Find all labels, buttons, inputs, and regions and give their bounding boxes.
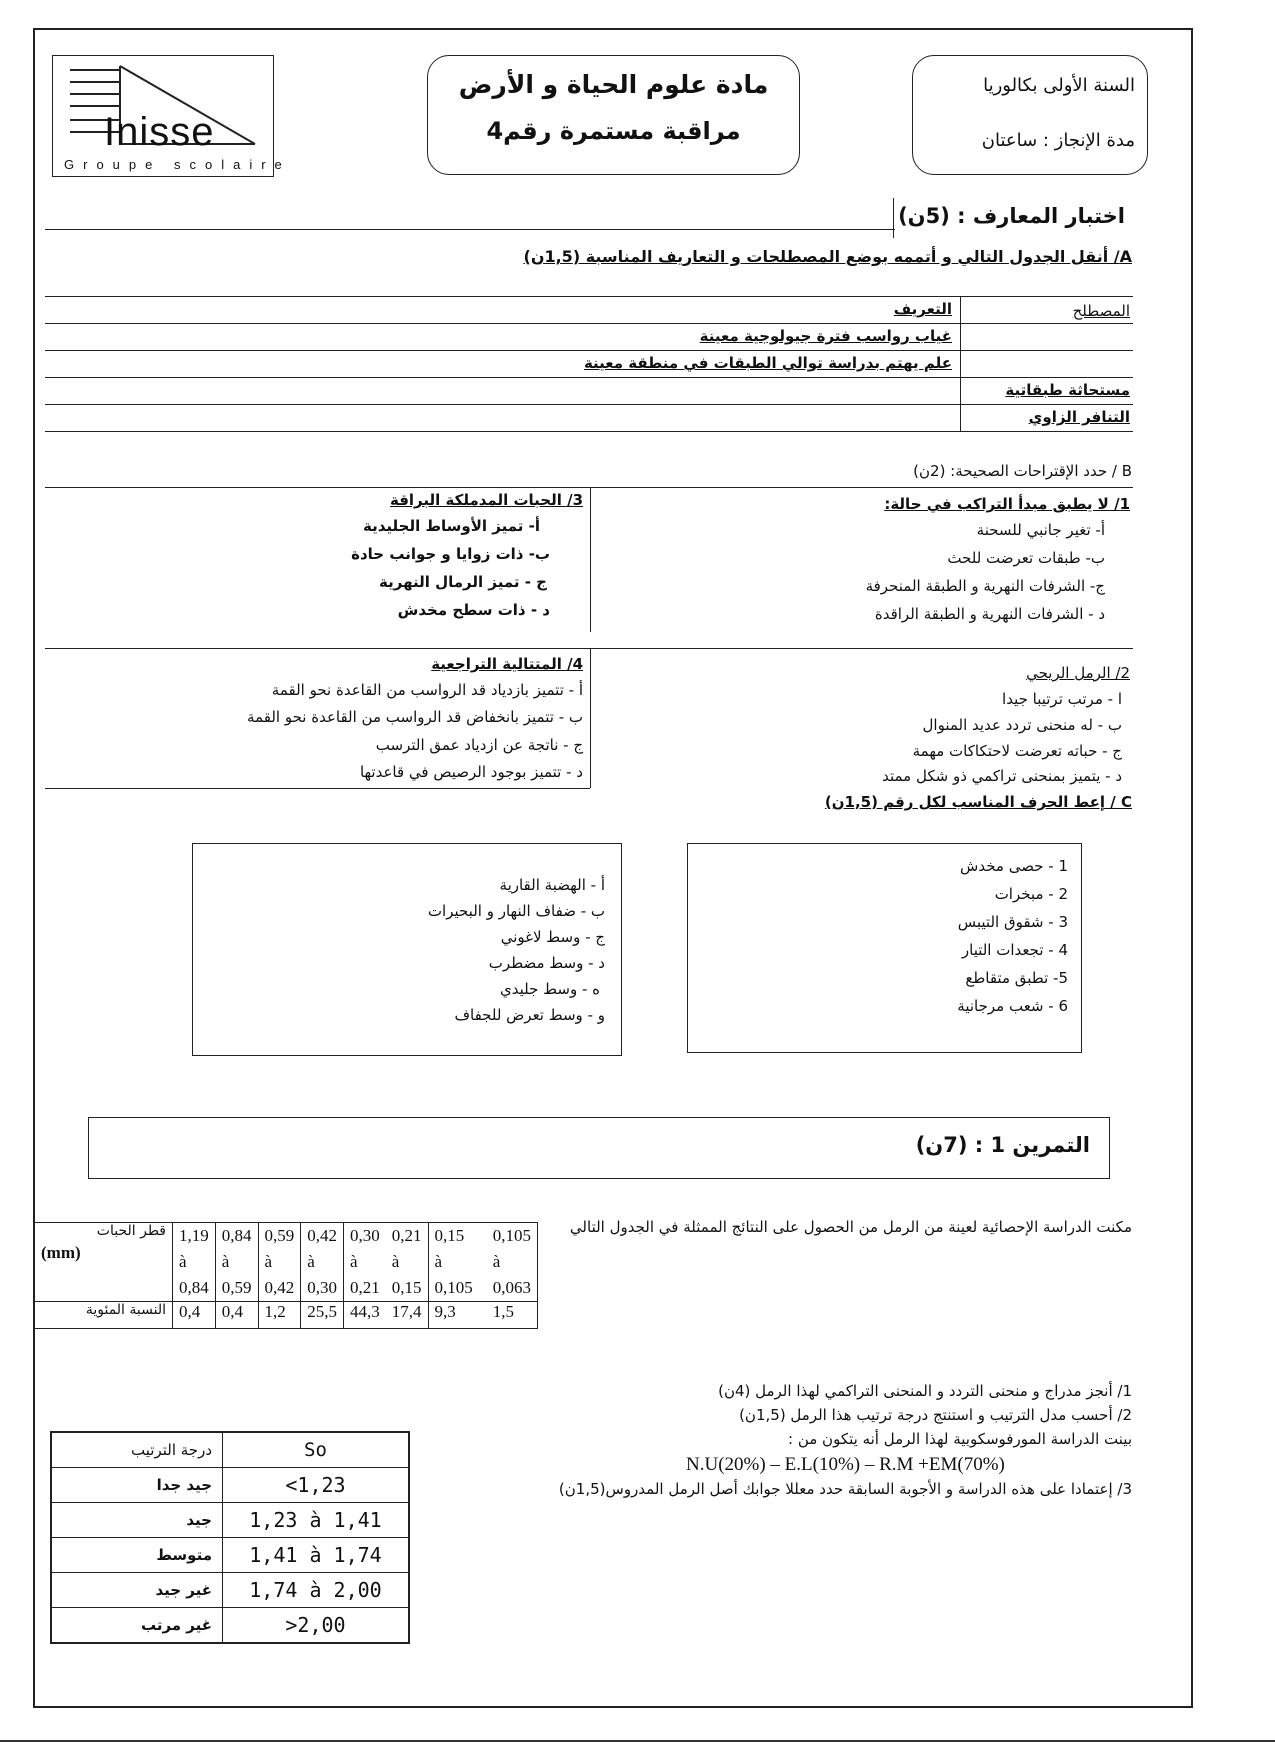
exercise1-q2: 2/ أحسب مدل الترتيب و استنتج درجة ترتيب هذا الرمل (1,5ن) <box>739 1406 1132 1424</box>
partA-col-term: المصطلح <box>1072 302 1130 320</box>
q4-option-d: د - تتميز بوجود الرصيص في قاعدتها <box>359 763 583 781</box>
sorting-range-3: 1,41 à 1,74 <box>223 1538 410 1573</box>
percent-3: 1,2 <box>258 1302 301 1329</box>
upper-1: 1,19 <box>179 1226 209 1245</box>
partC-letter-a: أ - الهضبة القارية <box>499 876 605 894</box>
grain-col-6 <box>386 1223 428 1302</box>
exercise1-q1: 1/ أنجز مدراج و منحنى التردد و المنحنى التراكمي لهذا الرمل (4ن) <box>718 1382 1132 1400</box>
partC-number-3: 3 - شقوق التيبس <box>957 913 1068 931</box>
sorting-quality-2: جيد <box>51 1503 223 1538</box>
exercise1-q3: 3/ إعتمادا على هذه الدراسة و الأجوبة السابقة حدد معللا جوابك أصل الرمل المدروس(1,5ن) <box>558 1480 1132 1498</box>
partC-number-5: 5- تطبق متقاطع <box>965 969 1068 987</box>
q1-option-c: ج- الشرفات النهرية و الطبقة المنحرفة <box>865 577 1105 595</box>
sorting-header-so: So <box>223 1432 410 1468</box>
q1-title: 1/ لا يطبق مبدأ التراكب في حالة: <box>884 495 1130 513</box>
sorting-table <box>50 1431 410 1644</box>
partC-number-4: 4 - تجعدات التيار <box>961 941 1068 959</box>
partC-instruction: C / إعط الحرف المناسب لكل رقم (1,5ن) <box>824 793 1132 811</box>
partC-letter-d: د - وسط مضطرب <box>488 954 605 972</box>
q4-option-b: ب - تتميز بانخفاض قد الرواسب من القاعدة نحو القمة <box>247 708 583 726</box>
percent-7: 9,3 <box>428 1302 479 1329</box>
partC-letter-e: ه - وسط جليدي <box>499 980 600 998</box>
lower-1: 0,84 <box>179 1278 209 1297</box>
grain-col-4 <box>301 1223 344 1302</box>
q3-option-a: أ- تميز الأوساط الجليدية <box>363 517 540 535</box>
q1-option-d: د - الشرفات النهرية و الطبقة الراقدة <box>874 605 1105 623</box>
exercise1-intro: مكنت الدراسة الإحصائية لعينة من الرمل من الحصول على النتائج الممثلة في الجدول التالي <box>569 1218 1132 1236</box>
percent-2: 0,4 <box>215 1302 258 1329</box>
sorting-quality-5: غير مرتب <box>51 1608 223 1644</box>
q2-option-d: د - يتميز بمنحنى تراكمي ذو شكل ممتد <box>882 767 1122 785</box>
q2-title: 2/ الرمل الريحي <box>1026 664 1130 682</box>
grain-size-table <box>34 1222 538 1329</box>
percent-6: 17,4 <box>386 1302 428 1329</box>
partC-number-2: 2 - مبخرات <box>994 885 1068 903</box>
sorting-header-quality: درجة الترتيب <box>51 1432 223 1468</box>
partB-vline-bottom <box>590 648 591 788</box>
upper-8: 0,105 <box>492 1226 531 1245</box>
partB-rule-top <box>45 487 1133 488</box>
grain-col-7 <box>428 1223 479 1302</box>
q2-option-c: ج - حباته تعرضت لاحتكاكات مهمة <box>912 742 1122 760</box>
upper-2: 0,84 <box>221 1226 252 1245</box>
partA-term-4: التنافر الزاوي <box>1028 408 1130 426</box>
lower-3: 0,42 <box>264 1278 295 1297</box>
partC-number-1: 1 - حصى مخدش <box>960 857 1068 875</box>
a-1: à <box>179 1252 187 1271</box>
section-rule <box>45 229 895 230</box>
sorting-quality-4: غير جيد <box>51 1573 223 1608</box>
lower-2: 0,59 <box>221 1278 252 1297</box>
sorting-range-1: <1,23 <box>223 1468 410 1503</box>
footer-rule <box>0 1740 1275 1742</box>
percent-4: 25,5 <box>301 1302 344 1329</box>
sorting-quality-1: جيد جدا <box>51 1468 223 1503</box>
q2-option-b: ب - له منحنى تردد عديد المنوال <box>922 716 1122 734</box>
info-box <box>912 55 1148 175</box>
partB-rule-bottom <box>45 788 590 789</box>
q3-option-d: د - ذات سطح مخدش <box>397 601 550 619</box>
partA-def-1: غياب رواسب فترة جيولوجية معينة <box>699 327 952 345</box>
grain-col-2 <box>215 1223 258 1302</box>
level-text: السنة الأولى بكالوريا <box>983 75 1135 96</box>
partA-rule-1 <box>45 323 1133 324</box>
exercise1-morpho-intro: بينت الدراسة المورفوسكوبية لهذا الرمل أنه يتكون من : <box>788 1430 1132 1448</box>
grain-col-8 <box>479 1223 538 1302</box>
partA-instruction: A/ أنقل الجدول التالي و أتممه بوضع المصطلحات و التعاريف المناسبة (1,5ن) <box>523 247 1132 266</box>
q3-option-c: ج - تميز الرمال النهرية <box>379 573 547 591</box>
partB-vline-top <box>590 487 591 632</box>
partA-rule-4 <box>45 404 1133 405</box>
a-5: à <box>350 1252 358 1271</box>
subject-title: مادة علوم الحياة و الأرض <box>458 70 769 99</box>
a-7: à <box>434 1252 443 1271</box>
exercise1-morpho-formula: N.U(20%) – E.L(10%) – R.M +EM(70%) <box>686 1454 1005 1475</box>
logo-text: Inisse <box>104 110 215 154</box>
q2-option-a: ا - مرتب ترتيبا جيدا <box>1002 690 1122 708</box>
q1-option-b: ب- طبقات تعرضت للحث <box>947 549 1105 567</box>
percent-8: 1,5 <box>479 1302 538 1329</box>
partA-rule-0 <box>45 296 1133 297</box>
grain-percent-label: النسبة المئوية <box>35 1302 173 1329</box>
a-3: à <box>264 1252 273 1271</box>
upper-5: 0,30 <box>350 1226 380 1245</box>
exercise1-title: التمرين 1 : (7ن) <box>915 1133 1090 1157</box>
duration-text: مدة الإنجاز : ساعتان <box>981 130 1135 151</box>
logo-subtitle: Groupe scolaire <box>64 157 291 172</box>
partC-letter-c: ج - وسط لاغوني <box>500 928 605 946</box>
lower-8: 0,063 <box>492 1278 531 1297</box>
partA-term-3: مستحاثة طبقاتية <box>1005 381 1130 399</box>
grain-diameter-label: قطر الحبات <box>96 1223 166 1239</box>
a-4: à <box>307 1252 315 1271</box>
a-6: à <box>391 1252 400 1271</box>
grain-unit-label: (mm) <box>41 1243 81 1262</box>
percent-5: 44,3 <box>344 1302 386 1329</box>
partC-number-6: 6 - شعب مرجانية <box>957 997 1068 1015</box>
grain-col-3 <box>258 1223 301 1302</box>
partA-divider <box>960 296 961 431</box>
exam-title: مراقبة مستمرة رقم4 <box>486 117 741 145</box>
q3-title: 3/ الحبات المدملكة البراقة <box>389 491 583 509</box>
sorting-range-2: 1,23 à 1,41 <box>223 1503 410 1538</box>
q3-option-b: ب- ذات زوايا و جوانب حادة <box>351 545 550 563</box>
upper-6: 0,21 <box>391 1226 422 1245</box>
sorting-range-4: 1,74 à 2,00 <box>223 1573 410 1608</box>
upper-4: 0,42 <box>307 1226 337 1245</box>
sorting-quality-3: متوسط <box>51 1538 223 1573</box>
lower-6: 0,15 <box>391 1278 422 1297</box>
q4-option-a: أ - تتميز بازدياد قد الرواسب من القاعدة نحو القمة <box>271 681 583 699</box>
a-8: à <box>492 1252 501 1271</box>
grain-label-cell <box>35 1223 173 1302</box>
lower-5: 0,21 <box>350 1278 380 1297</box>
a-2: à <box>221 1252 230 1271</box>
partC-letter-f: و - وسط تعرض للجفاف <box>454 1006 605 1024</box>
grain-col-1 <box>173 1223 216 1302</box>
q1-option-a: أ- تغير جانبي للسحنة <box>976 521 1105 539</box>
upper-3: 0,59 <box>264 1226 295 1245</box>
partB-instruction: B / حدد الإقتراحات الصحيحة: (2ن) <box>913 462 1132 480</box>
partC-letters-box <box>192 843 622 1056</box>
q4-title: 4/ المتتالية التراجعية <box>431 655 583 673</box>
partA-rule-3 <box>45 377 1133 378</box>
sorting-range-5: >2,00 <box>223 1608 410 1644</box>
upper-7: 0,15 <box>434 1226 465 1245</box>
lower-4: 0,30 <box>307 1278 337 1297</box>
grain-col-5 <box>344 1223 386 1302</box>
partA-def-2: علم يهتم بدراسة توالي الطبقات في منطقة معينة <box>583 354 952 372</box>
partA-rule-5 <box>45 431 1133 432</box>
percent-1: 0,4 <box>173 1302 216 1329</box>
lower-7: 0,105 <box>434 1278 473 1297</box>
partA-rule-2 <box>45 350 1133 351</box>
q4-option-c: ج - ناتجة عن ازدياد عمق الترسب <box>375 736 583 754</box>
knowledge-title: اختبار المعارف : (5ن) <box>898 204 1125 228</box>
partB-rule-mid <box>45 648 1133 649</box>
partC-letter-b: ب - ضفاف النهار و البحيرات <box>427 902 605 920</box>
partA-col-def: التعريف <box>893 300 952 318</box>
